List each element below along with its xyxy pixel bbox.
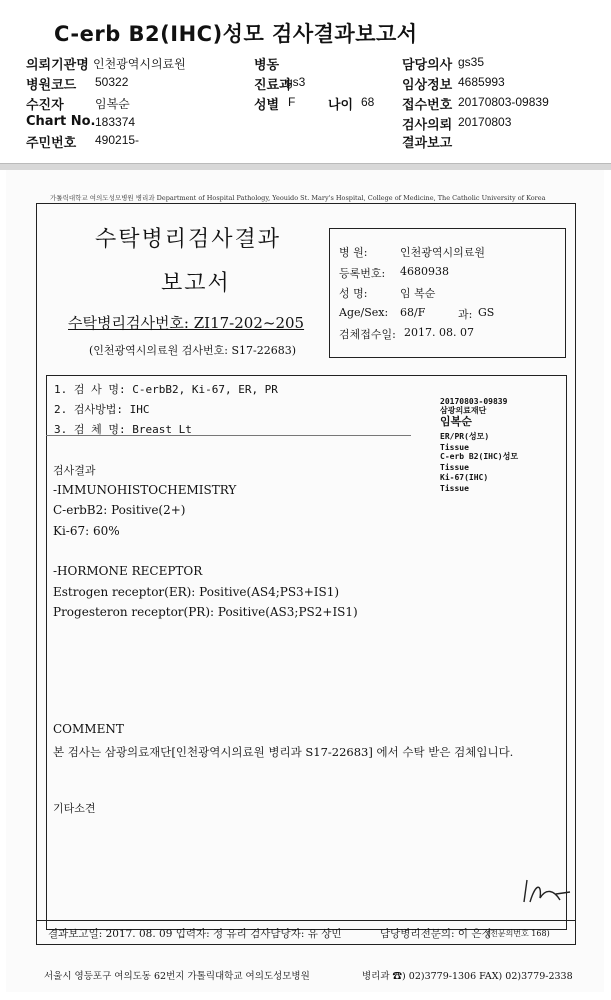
value-clinical-info: 4685993 <box>458 75 505 89</box>
section-divider <box>0 163 611 170</box>
info-name-label: 성 명: <box>339 287 368 300</box>
sticker-test-cerb: C-erb B2(IHC)성모 <box>440 452 519 461</box>
footer-divider <box>36 920 576 921</box>
value-requesting-institution: 인천광역시의료원 <box>93 57 186 71</box>
value-receipt-no: 20170803-09839 <box>458 95 549 109</box>
hospital-phone: 병리과 ☎) 02)3779-1306 FAX) 02)3779-2338 <box>362 971 573 982</box>
sticker-foundation: 삼광의료재단 <box>440 406 487 415</box>
scan-title-line2: 보고서 <box>161 271 231 296</box>
label-hospital-code: 병원코드 <box>26 78 77 93</box>
footer-report-info: 결과보고일: 2017. 08. 09 입력자: 정 유리 검사담당자: 유 상민 <box>48 928 342 940</box>
sticker-test-ki67: Ki-67(IHC) <box>440 473 489 482</box>
label-chart-no: Chart No. <box>26 114 96 129</box>
scanned-pathology-report <box>6 170 604 992</box>
footer-license: (전문의번호 168) <box>487 929 550 938</box>
label-department: 진료과 <box>254 78 292 93</box>
ihc-result-cerbb2: C-erbB2: Positive(2+) <box>53 503 186 517</box>
info-dept-value: GS <box>478 306 495 319</box>
info-hospital-label: 병 원: <box>339 246 368 259</box>
hr-result-er: Estrogen receptor(ER): Positive(AS4;PS3+IS1) <box>53 585 340 599</box>
hospital-address: 서울시 영등포구 여의도동 62번지 가톨릭대학교 여의도성모병원 <box>44 971 310 982</box>
label-requesting-institution: 의뢰기관명 <box>26 58 89 73</box>
consult-sub-number: (인천광역시의료원 검사번호: S17-22683) <box>89 344 297 357</box>
label-receipt-no: 접수번호 <box>402 98 453 113</box>
hospital-header-line: 가톨릭대학교 여의도성모병원 병리과 Department of Hospital Pathology, Yeouido St. Mary's Hospital, College of Medicine, The Catholic University of Korea <box>50 194 546 202</box>
value-hospital-code: 50322 <box>95 75 129 89</box>
report-title: C-erb B2(IHC)성모 검사결과보고서 <box>54 22 418 46</box>
info-agesex-value: 68/F <box>400 306 426 319</box>
value-chart-no: 183374 <box>95 115 136 129</box>
sticker-tissue-2: Tissue <box>440 463 469 472</box>
comment-text: 본 검사는 삼광의료재단[인천광역시의료원 병리과 S17-22683] 에서 수탁 받은 검체입니다. <box>53 745 514 759</box>
consult-number: 수탁병리검사번호: ZI17-202~205 <box>68 314 305 332</box>
info-recv-label: 검체접수일: <box>339 328 396 341</box>
value-attending-doctor: gs35 <box>458 55 485 69</box>
sticker-tissue-3: Tissue <box>440 484 469 493</box>
value-sex: F <box>288 95 296 109</box>
label-resident-no: 주민번호 <box>26 136 77 151</box>
test-item-3: 3. 검 체 명: Breast Lt <box>54 423 192 436</box>
info-dept-label: 과: <box>458 308 473 321</box>
sticker-test-er-pr: ER/PR(성모) <box>440 432 490 441</box>
value-resident-no: 490215- <box>95 133 140 147</box>
label-attending-doctor: 담당의사 <box>402 58 453 73</box>
label-patient: 수진자 <box>26 98 64 113</box>
report-header <box>0 0 611 163</box>
hr-result-pr: Progesteron receptor(PR): Positive(AS3;PS2+IS1) <box>53 605 358 619</box>
info-hospital-value: 인천광역시의료원 <box>400 246 486 259</box>
scan-title-line1: 수탁병리검사결과 <box>95 227 282 252</box>
comment-heading: COMMENT <box>53 722 124 736</box>
value-age: 68 <box>361 95 375 109</box>
info-name-value: 임 복순 <box>400 287 436 300</box>
info-agesex-label: Age/Sex: <box>339 306 389 319</box>
info-recv-value: 2017. 08. 07 <box>404 326 474 339</box>
info-reg-label: 등록번호: <box>339 267 386 280</box>
label-result-report: 결과보고 <box>402 136 453 151</box>
value-patient: 임복순 <box>95 97 130 111</box>
value-department: gs3 <box>286 75 306 89</box>
sticker-patient-name: 임복순 <box>440 415 472 428</box>
test-item-2: 2. 검사방법: IHC <box>54 403 150 416</box>
signature-mark <box>516 872 576 912</box>
label-age: 나이 <box>328 98 354 113</box>
footer-pathologist: 담당병리전문의: 이 은정 <box>380 928 492 940</box>
results-heading: 검사결과 <box>53 464 96 477</box>
info-reg-value: 4680938 <box>400 265 449 278</box>
sticker-tissue-1: Tissue <box>440 443 469 452</box>
ihc-heading: -IMMUNOHISTOCHEMISTRY <box>53 483 237 497</box>
ihc-result-ki67: Ki-67: 60% <box>53 524 120 538</box>
hr-heading: -HORMONE RECEPTOR <box>53 564 203 578</box>
label-sex: 성별 <box>254 98 280 113</box>
value-test-request: 20170803 <box>458 115 512 129</box>
sticker-receipt-no: 20170803-09839 <box>440 397 508 406</box>
label-clinical-info: 임상정보 <box>402 78 453 93</box>
label-ward: 병동 <box>254 58 280 73</box>
label-test-request: 검사의뢰 <box>402 118 453 133</box>
test-item-1: 1. 검 사 명: C-erbB2, Ki-67, ER, PR <box>54 383 278 396</box>
other-findings-heading: 기타소견 <box>53 802 96 815</box>
